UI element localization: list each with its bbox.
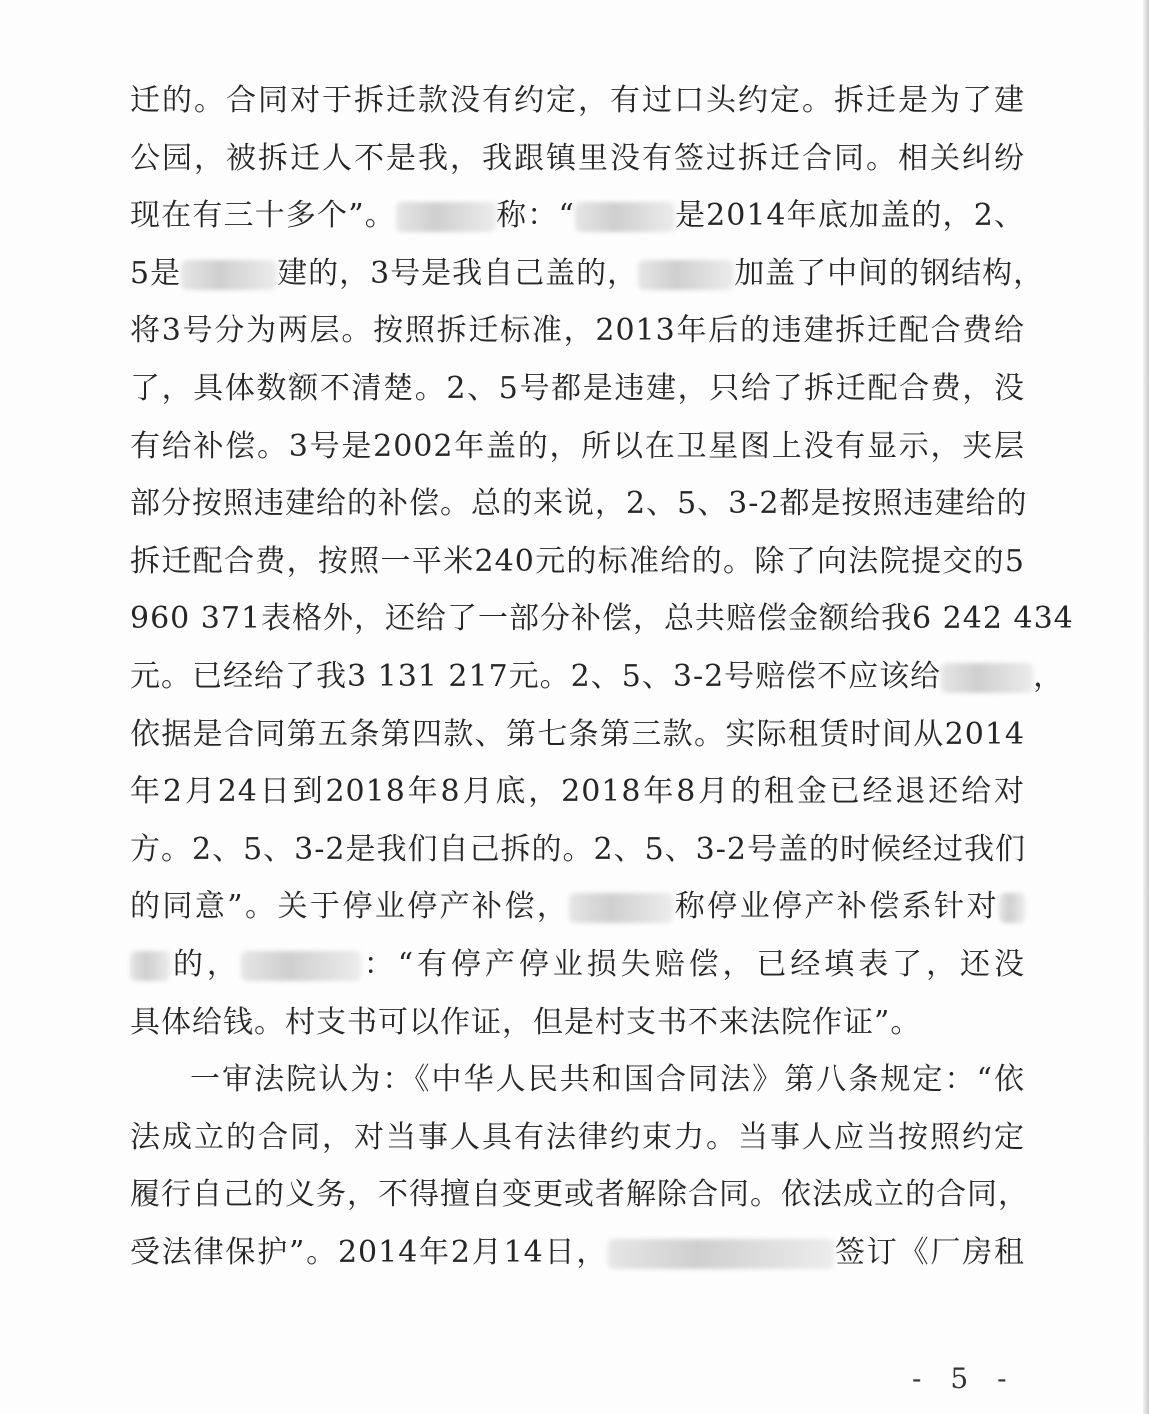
text-line: 拆迁配合费，按照一平米240元的标准给的。除了向法院提交的5 <box>130 543 1025 579</box>
text-line: 具体给钱。村支书可以作证，但是村支书不来法院作证”。 <box>130 1004 922 1040</box>
redaction-blur <box>575 202 675 232</box>
text-line: 了，具体数额不清楚。2、5号都是违建，只给了拆迁配合费，没 <box>130 370 1025 406</box>
text-line <box>130 936 1025 994</box>
text-segment: 签订《厂房租 <box>834 1234 1026 1270</box>
text-segment: 建的，3号是我自己盖的， <box>277 255 639 291</box>
text-segment: 称停业停产补偿系针对 <box>673 889 1000 925</box>
text-segment: ：“有停产停业损失赔偿，已经填表了，还没 <box>360 946 1025 982</box>
text-segment: 加盖了中间的钢结构， <box>734 255 1045 291</box>
text-segment: ， <box>1033 658 1065 694</box>
text-segment: 的同意”。关于停业停产补偿， <box>130 889 570 925</box>
text-line <box>130 187 1025 245</box>
text-segment: 的， <box>170 946 241 982</box>
redaction-blur <box>569 893 673 923</box>
text-segment: 现在有三十多个”。 <box>130 198 396 234</box>
redaction-blur <box>181 260 277 290</box>
redaction-blur <box>241 951 361 981</box>
text-line <box>130 878 1025 936</box>
text-line: 将3号分为两层。按照拆迁标准，2013年后的违建拆迁配合费给 <box>130 313 1025 349</box>
text-line: 公园，被拆迁人不是我，我跟镇里没有签过拆迁合同。相关纠纷 <box>130 140 1025 176</box>
redaction-blur <box>638 260 734 290</box>
text-segment: 受法律保护”。2014年2月14日， <box>130 1234 609 1270</box>
text-line: 履行自己的义务，不得擅自变更或者解除合同。依法成立的合同， <box>130 1177 1029 1213</box>
text-line: 依据是合同第五条第四款、第七条第三款。实际租赁时间从2014 <box>130 716 1025 752</box>
redaction-blur <box>396 202 496 232</box>
text-segment: 5是 <box>130 255 182 291</box>
text-line: 迁的。合同对于拆迁款没有约定，有过口头约定。拆迁是为了建 <box>130 83 1025 118</box>
text-line <box>130 1224 1025 1282</box>
redaction-blur <box>999 893 1025 923</box>
text-segment: 称：“ <box>495 198 575 234</box>
text-line: 方。2、5、3-2是我们自己拆的。2、5、3-2号盖的时候经过我们 <box>130 831 1026 867</box>
paragraph-first-line: 一审法院认为：《中华人民共和国合同法》第八条规定：“依 <box>190 1062 1025 1098</box>
text-line: 960 371表格外，还给了一部分补偿，总共赔偿金额给我6 242 434 <box>130 601 1074 637</box>
page-edge-shadow <box>1143 0 1149 1414</box>
text-line: 法成立的合同，对当事人具有法律约束力。当事人应当按照约定 <box>130 1119 1025 1155</box>
text-line: 部分按照违建给的补偿。总的来说，2、5、3-2都是按照违建给的 <box>130 486 1028 522</box>
text-line <box>130 245 1045 303</box>
text-line: 有给补偿。3号是2002年盖的，所以在卫星图上没有显示，夹层 <box>130 428 1025 464</box>
redaction-blur <box>130 951 170 981</box>
text-segment: 是2014年底加盖的，2、 <box>674 198 1025 234</box>
redaction-blur <box>941 663 1033 693</box>
text-line <box>130 648 1065 706</box>
page-number: - 5 - <box>912 1362 1017 1395</box>
document-body <box>130 72 1074 1281</box>
text-line: 年2月24日到2018年8月底，2018年8月的租金已经退还给对 <box>130 774 1025 810</box>
text-segment: 元。已经给了我3 131 217元。2、5、3-2号赔偿不应该给 <box>130 658 942 694</box>
redaction-blur <box>608 1239 834 1269</box>
